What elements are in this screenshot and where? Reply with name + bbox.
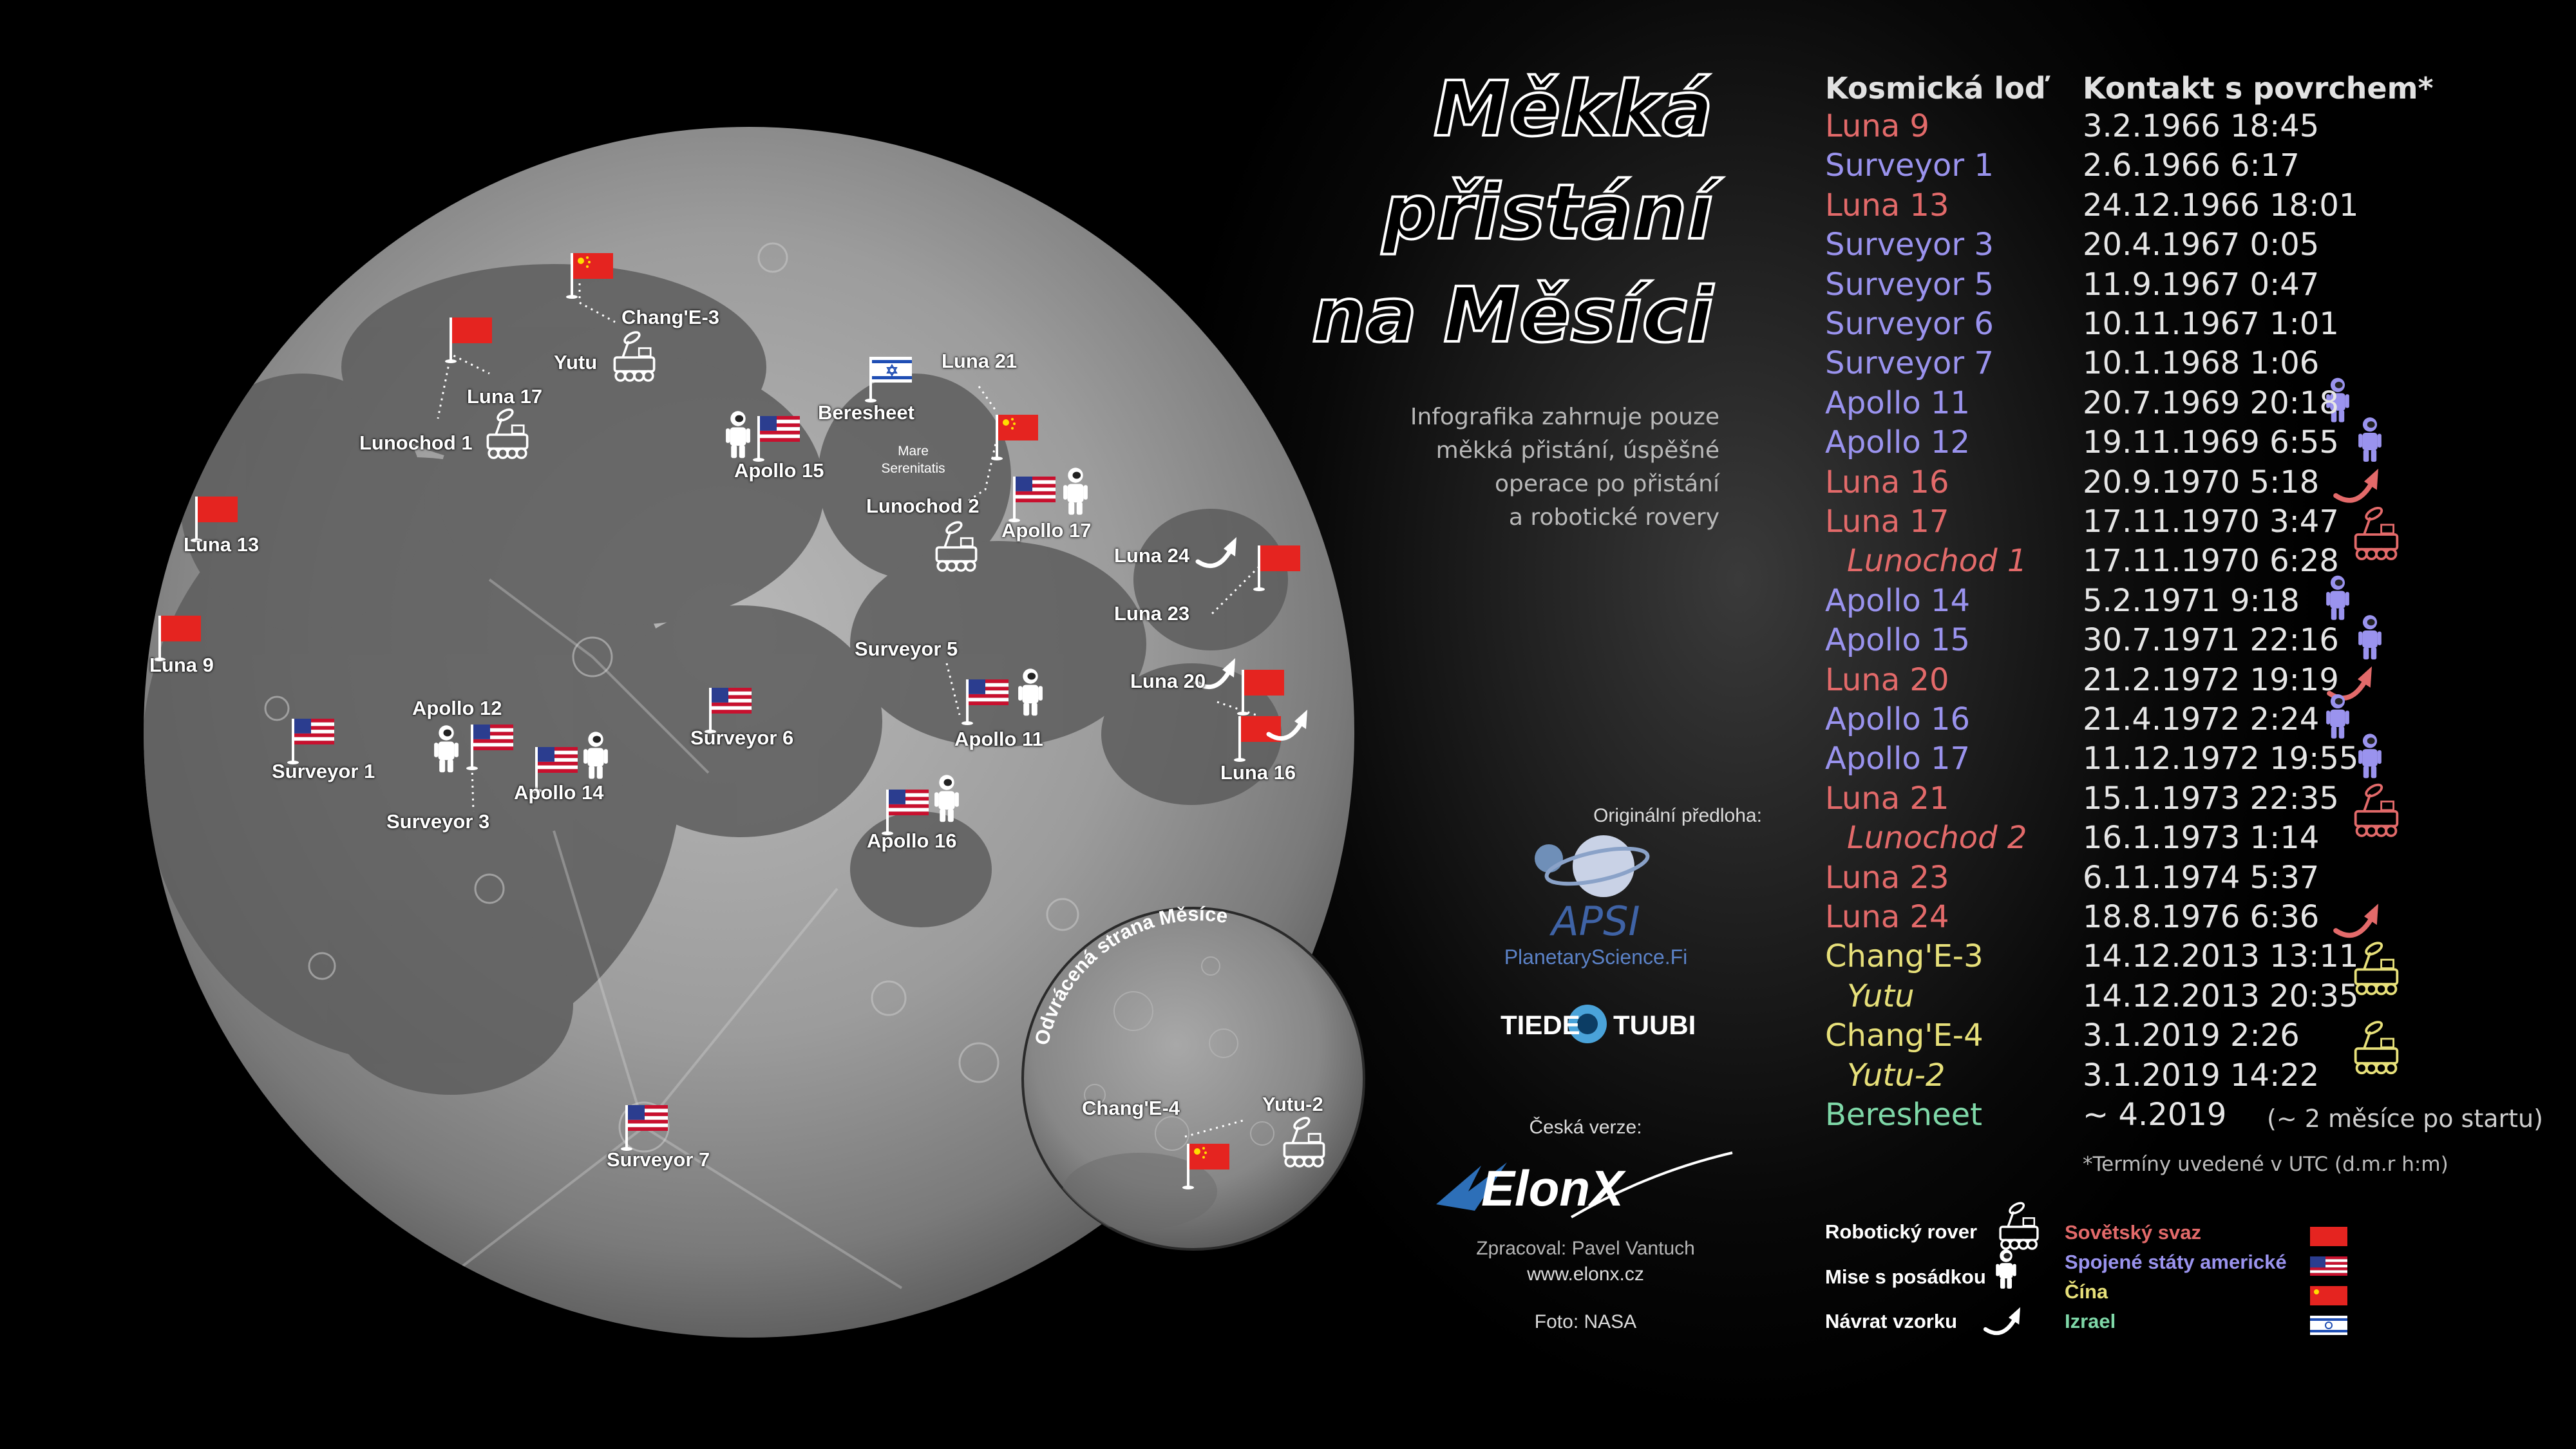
credit-tuubi: TUUBI — [1613, 1010, 1696, 1040]
table-row-name: Yutu-2 — [1847, 1057, 1946, 1094]
map-label-lunochod1: Lunochod 1 — [359, 431, 473, 454]
table-row-date: 30.7.1971 22:16 — [2083, 622, 2339, 659]
map-label-surveyor6: Surveyor 6 — [690, 726, 794, 749]
footnote: *Termíny uvedené v UTC (d.m.r h:m) — [2083, 1153, 2448, 1176]
table-row-name: Beresheet — [1825, 1097, 1982, 1133]
table-row-date: 10.11.1967 1:01 — [2083, 306, 2339, 342]
table-row-name: Lunochod 1 — [1847, 543, 2027, 580]
title-line-3: na Měsíci — [1311, 270, 1713, 359]
table-row-name: Apollo 15 — [1825, 622, 1971, 659]
map-label-apollo15: Apollo 15 — [734, 459, 824, 482]
map-label-apollo14: Apollo 14 — [514, 781, 604, 804]
legend-soviet-label: Sovětský svaz — [2065, 1221, 2201, 1244]
map-label-apollo12: Apollo 12 — [412, 697, 502, 719]
table-row-name: Luna 21 — [1825, 780, 1949, 817]
table-return-icon — [2336, 469, 2378, 500]
legend-israel-label: Izrael — [2065, 1310, 2116, 1332]
table-row-date: 18.8.1976 6:36 — [2083, 899, 2320, 935]
map-label-change4: Chang'E-4 — [1082, 1097, 1180, 1119]
table-row-name: Apollo 17 — [1825, 741, 1971, 777]
credit-tiede: TIEDE — [1501, 1010, 1580, 1040]
map-label-surveyor5: Surveyor 5 — [855, 638, 958, 660]
credit-author: Zpracoval: Pavel Vantuch — [1476, 1238, 1695, 1259]
table-row-date: 16.1.1973 1:14 — [2083, 820, 2320, 857]
table-row-date: 3.1.2019 2:26 — [2083, 1018, 2300, 1054]
map-label-luna23: Luna 23 — [1114, 602, 1190, 625]
table-row-name: Surveyor 5 — [1825, 266, 1994, 303]
table-row-name: Surveyor 3 — [1825, 227, 1994, 263]
table-row-date: 3.1.2019 14:22 — [2083, 1057, 2320, 1094]
credit-photo: Foto: NASA — [1534, 1311, 1637, 1332]
table-return-icon — [2336, 904, 2378, 935]
table-row-date: 5.2.1971 9:18 — [2083, 582, 2300, 619]
table-row-name: Apollo 16 — [1825, 701, 1971, 737]
table-row-name: Apollo 11 — [1825, 384, 1971, 421]
map-label-luna21: Luna 21 — [942, 350, 1018, 372]
table-rover-icon — [2356, 506, 2398, 559]
table-rover-icon — [2356, 941, 2398, 994]
table-row-name: Luna 16 — [1825, 464, 1949, 500]
info-line-3: operace po přistání — [1495, 471, 1719, 497]
table-row-date: 20.7.1969 20:18 — [2083, 384, 2339, 421]
table-row-date: 11.12.1972 19:55 — [2083, 741, 2359, 777]
table-row-date: 21.2.1972 19:19 — [2083, 661, 2339, 698]
map-label-surveyor1: Surveyor 1 — [272, 760, 375, 782]
legend-crew-icon — [1996, 1249, 2016, 1289]
mare-label-1: Mare — [898, 444, 929, 459]
table-row-date: 20.4.1967 0:05 — [2083, 227, 2320, 263]
map-label-luna9: Luna 9 — [149, 654, 214, 676]
map-label-change3: Chang'E-3 — [621, 306, 720, 328]
table-row-date: 6.11.1974 5:37 — [2083, 859, 2320, 896]
table-rover-icon — [2356, 782, 2398, 836]
legend-rover-icon — [2000, 1201, 2038, 1249]
table-row-date: 21.4.1972 2:24 — [2083, 701, 2320, 737]
table-astronaut-icon — [2358, 417, 2382, 462]
map-label-luna17: Luna 17 — [467, 385, 543, 408]
table-row-date: ~ 4.2019 — [2083, 1097, 2227, 1133]
legend-sample-label: Návrat vzorku — [1825, 1310, 1958, 1332]
table-row-name: Luna 13 — [1825, 187, 1949, 223]
beresheet-note: (~ 2 měsíce po startu) — [2267, 1104, 2543, 1133]
table-header-craft: Kosmická loď — [1825, 71, 2046, 106]
map-label-apollo17: Apollo 17 — [1001, 519, 1092, 542]
map-label-yutu2: Yutu-2 — [1262, 1093, 1323, 1115]
table-row-date: 15.1.1973 22:35 — [2083, 780, 2339, 817]
credit-czech: Česká verze: — [1529, 1117, 1642, 1138]
apsi-logo — [1535, 835, 1651, 945]
table-row-name: Surveyor 6 — [1825, 306, 1994, 342]
table-row-date: 17.11.1970 6:28 — [2083, 543, 2339, 580]
table-row-name: Chang'E-4 — [1825, 1018, 1984, 1054]
map-label-apollo11: Apollo 11 — [954, 728, 1043, 750]
table-row-date: 24.12.1966 18:01 — [2083, 187, 2359, 223]
legend-crew-label: Mise s posádkou — [1825, 1265, 1986, 1288]
map-label-lunochod2: Lunochod 2 — [866, 495, 980, 517]
credit-planetary: PlanetaryScience.Fi — [1504, 945, 1688, 969]
credit-original: Originální předloha: — [1593, 805, 1762, 826]
table-astronaut-icon — [2358, 615, 2382, 659]
map-label-beresheet: Beresheet — [818, 401, 914, 424]
table-row-name: Chang'E-3 — [1825, 938, 1984, 975]
legend-sample-icon — [1985, 1307, 2020, 1333]
legend-rover-label: Robotický rover — [1825, 1220, 1978, 1243]
table-row-date: 3.2.1966 18:45 — [2083, 108, 2320, 144]
credit-web: www.elonx.cz — [1527, 1264, 1644, 1285]
table-row-name: Apollo 12 — [1825, 424, 1971, 461]
mare-label-2: Serenitatis — [881, 461, 945, 476]
legend-usa-label: Spojené státy americké — [2065, 1251, 2287, 1273]
map-label-surveyor7: Surveyor 7 — [607, 1148, 710, 1171]
map-label-surveyor3: Surveyor 3 — [386, 810, 490, 833]
table-row-date: 17.11.1970 3:47 — [2083, 504, 2339, 540]
table-row-date: 14.12.2013 13:11 — [2083, 938, 2359, 975]
table-header-contact: Kontakt s povrchem* — [2083, 71, 2434, 106]
info-line-2: měkká přistání, úspěšné — [1435, 437, 1719, 464]
title-line-2: přistání — [1382, 167, 1713, 256]
table-astronaut-icon — [2326, 576, 2349, 620]
table-row-date: 2.6.1966 6:17 — [2083, 147, 2300, 184]
map-label-luna16: Luna 16 — [1220, 761, 1296, 784]
table-row-date: 14.12.2013 20:35 — [2083, 978, 2359, 1014]
info-text — [1410, 401, 1719, 535]
table-row-name: Luna 17 — [1825, 504, 1949, 540]
title-line-1: Měkká — [1433, 64, 1713, 153]
credit-elonx: ElonX — [1481, 1160, 1624, 1217]
table-row-date: 20.9.1970 5:18 — [2083, 464, 2320, 500]
map-label-apollo16: Apollo 16 — [867, 829, 957, 852]
map-label-luna13: Luna 13 — [184, 533, 260, 556]
apsi-text: APSI — [1551, 898, 1640, 945]
legend-flag-israel — [2310, 1316, 2347, 1335]
table-row-name: Luna 24 — [1825, 899, 1949, 935]
legend-china-label: Čína — [2065, 1280, 2108, 1303]
table-row-name: Luna 23 — [1825, 859, 1949, 896]
table-row-name: Surveyor 7 — [1825, 345, 1994, 382]
table-rover-icon — [2356, 1019, 2398, 1073]
table-row-name: Lunochod 2 — [1847, 820, 2027, 857]
table-row-date: 19.11.1969 6:55 — [2083, 424, 2339, 461]
legend-flag-china — [2310, 1286, 2347, 1305]
info-line-1: Infografika zahrnuje pouze — [1410, 404, 1719, 430]
legend-flag-soviet — [2310, 1227, 2347, 1246]
map-label-luna24: Luna 24 — [1114, 544, 1190, 567]
table-row-name: Apollo 14 — [1825, 582, 1971, 619]
mare-crisium — [1133, 509, 1288, 650]
farside-title: Odvrácená strana Měsíce — [1030, 902, 1229, 1048]
table-astronaut-icon — [2358, 734, 2382, 778]
table-row-date: 10.1.1968 1:06 — [2083, 345, 2320, 382]
legend-flag-usa — [2310, 1256, 2347, 1276]
table-row-name: Luna 9 — [1825, 108, 1929, 144]
map-label-yutu: Yutu — [554, 351, 598, 374]
table-row-name: Surveyor 1 — [1825, 147, 1994, 184]
table-row-name: Luna 20 — [1825, 661, 1949, 698]
table-row-name: Yutu — [1847, 978, 1915, 1014]
table-astronaut-icon — [2326, 694, 2349, 739]
table-row-date: 11.9.1967 0:47 — [2083, 266, 2320, 303]
info-line-4: a robotické rovery — [1508, 504, 1719, 531]
map-label-luna20: Luna 20 — [1130, 670, 1206, 692]
